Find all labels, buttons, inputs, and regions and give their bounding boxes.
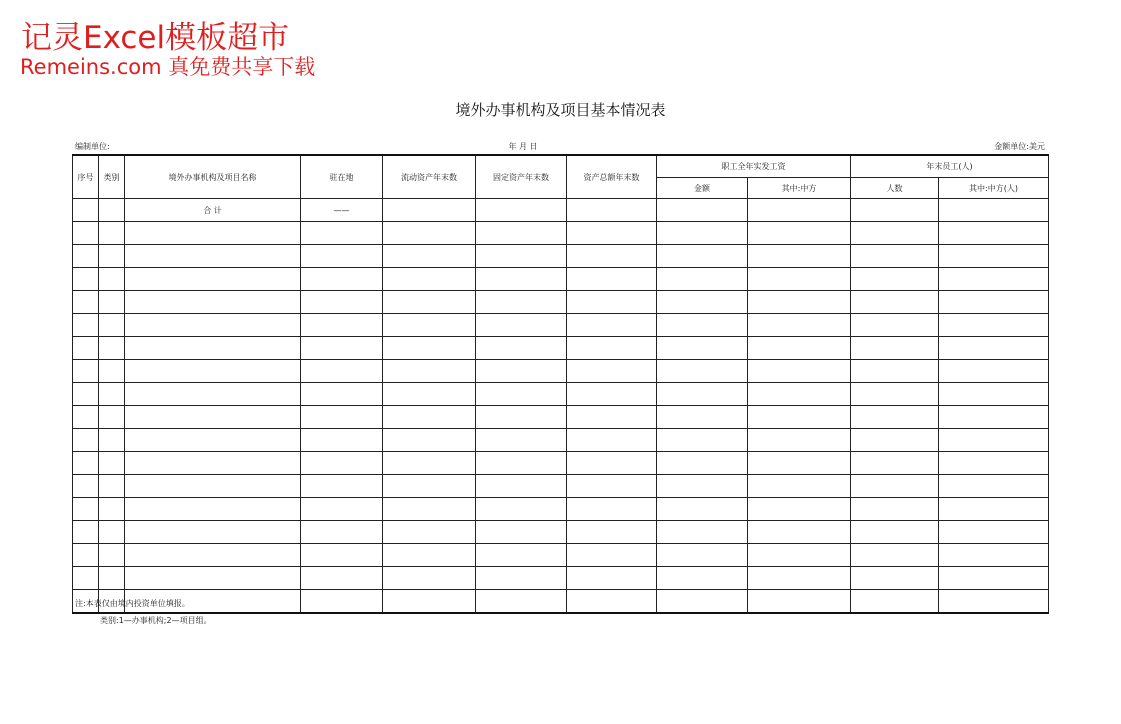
table-cell[interactable] xyxy=(567,337,657,360)
header-wage-china: 其中:中方 xyxy=(748,178,851,199)
table-cell[interactable] xyxy=(748,567,851,590)
table-cell[interactable] xyxy=(657,337,748,360)
table-cell[interactable] xyxy=(851,429,939,452)
table-cell[interactable] xyxy=(657,222,748,245)
table-row xyxy=(73,245,1049,268)
table-cell[interactable] xyxy=(748,199,851,222)
table-cell[interactable] xyxy=(383,429,476,452)
table-cell[interactable] xyxy=(851,268,939,291)
table-cell[interactable] xyxy=(383,291,476,314)
table-cell[interactable] xyxy=(125,268,301,291)
table-row xyxy=(73,429,1049,452)
table-cell[interactable] xyxy=(73,406,99,429)
table-cell[interactable] xyxy=(567,475,657,498)
table-cell[interactable] xyxy=(567,314,657,337)
table-cell[interactable] xyxy=(567,429,657,452)
table-cell[interactable] xyxy=(99,429,125,452)
table-row xyxy=(73,268,1049,291)
table-cell[interactable] xyxy=(748,245,851,268)
table-cell[interactable] xyxy=(73,291,99,314)
table-cell[interactable] xyxy=(73,383,99,406)
table-cell[interactable] xyxy=(567,268,657,291)
table-cell[interactable] xyxy=(748,590,851,614)
table-row xyxy=(73,544,1049,567)
table-cell[interactable] xyxy=(939,590,1049,614)
table-cell[interactable] xyxy=(567,544,657,567)
table-row xyxy=(73,498,1049,521)
watermark-title: 记灵Excel模板超市 xyxy=(21,20,290,56)
table-cell[interactable] xyxy=(301,337,383,360)
table-cell[interactable] xyxy=(125,291,301,314)
table-cell[interactable] xyxy=(567,199,657,222)
table-cell[interactable] xyxy=(939,544,1049,567)
header-fixed-assets: 固定资产年末数 xyxy=(476,155,567,199)
compiling-unit-label: 编制单位: xyxy=(75,142,110,151)
table-cell[interactable] xyxy=(748,314,851,337)
table-cell[interactable] xyxy=(851,567,939,590)
table-cell[interactable] xyxy=(301,452,383,475)
table-cell[interactable] xyxy=(383,222,476,245)
table-cell[interactable] xyxy=(301,222,383,245)
table-cell[interactable] xyxy=(939,291,1049,314)
table-cell[interactable] xyxy=(125,337,301,360)
table-cell[interactable] xyxy=(99,567,125,590)
table-row xyxy=(73,475,1049,498)
table-cell[interactable] xyxy=(939,199,1049,222)
footnote: 注:本表仅由境内投资单位填报。 xyxy=(75,599,190,608)
watermark-subtitle: Remeins.com 真免费共享下载 xyxy=(20,55,316,79)
table-cell[interactable] xyxy=(748,337,851,360)
table-cell[interactable] xyxy=(851,406,939,429)
table-cell[interactable] xyxy=(73,544,99,567)
table-cell[interactable] xyxy=(476,590,567,614)
table-cell[interactable] xyxy=(939,521,1049,544)
table-cell[interactable] xyxy=(657,567,748,590)
table-cell[interactable] xyxy=(73,222,99,245)
table-cell[interactable] xyxy=(125,360,301,383)
table-cell[interactable] xyxy=(73,475,99,498)
table-cell[interactable] xyxy=(99,314,125,337)
header-staff-group: 年末员工(人) xyxy=(851,155,1049,178)
table-cell[interactable] xyxy=(73,360,99,383)
table-cell[interactable] xyxy=(567,590,657,614)
table-cell[interactable] xyxy=(73,245,99,268)
table-cell[interactable] xyxy=(476,314,567,337)
table-cell[interactable] xyxy=(99,268,125,291)
table-cell[interactable] xyxy=(657,360,748,383)
table-cell[interactable] xyxy=(851,521,939,544)
table-cell[interactable] xyxy=(657,498,748,521)
table-cell[interactable] xyxy=(383,521,476,544)
table-cell[interactable] xyxy=(657,452,748,475)
table-row xyxy=(73,222,1049,245)
table-cell[interactable] xyxy=(567,498,657,521)
table-cell[interactable] xyxy=(383,567,476,590)
table-cell[interactable] xyxy=(748,406,851,429)
table-cell[interactable] xyxy=(851,222,939,245)
table-cell[interactable] xyxy=(383,544,476,567)
table-row xyxy=(73,360,1049,383)
table-cell[interactable] xyxy=(383,314,476,337)
table-cell[interactable] xyxy=(748,268,851,291)
table-cell[interactable] xyxy=(383,590,476,614)
table-cell[interactable] xyxy=(476,475,567,498)
table-cell[interactable] xyxy=(657,245,748,268)
amount-unit-label: 金额单位:美元 xyxy=(994,142,1045,151)
table-cell[interactable] xyxy=(567,567,657,590)
table-cell[interactable] xyxy=(476,360,567,383)
table-cell[interactable] xyxy=(301,291,383,314)
table-cell[interactable] xyxy=(748,475,851,498)
table-cell[interactable] xyxy=(748,544,851,567)
table-cell[interactable] xyxy=(476,291,567,314)
table-cell[interactable] xyxy=(476,199,567,222)
table-cell[interactable] xyxy=(125,222,301,245)
table-cell[interactable] xyxy=(73,268,99,291)
header-name: 境外办事机构及项目名称 xyxy=(125,155,301,199)
table-cell[interactable] xyxy=(125,383,301,406)
table-cell[interactable] xyxy=(383,337,476,360)
table-cell[interactable] xyxy=(301,406,383,429)
header-wage-group: 职工全年实发工资 xyxy=(657,155,851,178)
header-location: 驻在地 xyxy=(301,155,383,199)
table-cell[interactable] xyxy=(851,337,939,360)
table-cell[interactable] xyxy=(567,291,657,314)
table-cell[interactable] xyxy=(73,567,99,590)
table-cell[interactable] xyxy=(657,544,748,567)
total-location-dash: —— xyxy=(301,199,383,222)
table-cell[interactable] xyxy=(851,314,939,337)
table-cell[interactable] xyxy=(851,199,939,222)
table-cell[interactable] xyxy=(73,314,99,337)
table-cell[interactable] xyxy=(125,567,301,590)
header-seq: 序号 xyxy=(73,155,99,199)
header-category: 类别 xyxy=(99,155,125,199)
table-cell[interactable] xyxy=(748,383,851,406)
table-cell[interactable] xyxy=(939,383,1049,406)
table-cell[interactable] xyxy=(383,475,476,498)
table-row xyxy=(73,337,1049,360)
table-cell[interactable] xyxy=(99,452,125,475)
table-cell[interactable] xyxy=(476,429,567,452)
total-row xyxy=(73,199,1049,222)
table-cell[interactable] xyxy=(476,452,567,475)
table-cell[interactable] xyxy=(657,406,748,429)
report-date: 年 月 日 xyxy=(508,142,538,151)
table-cell[interactable] xyxy=(125,521,301,544)
table-cell[interactable] xyxy=(939,222,1049,245)
document-title: 境外办事机构及项目基本情况表 xyxy=(455,101,666,119)
table-cell[interactable] xyxy=(99,199,125,222)
table-row xyxy=(73,452,1049,475)
table-cell[interactable] xyxy=(851,245,939,268)
table-cell[interactable] xyxy=(939,475,1049,498)
table-cell[interactable] xyxy=(383,498,476,521)
table-cell[interactable] xyxy=(99,222,125,245)
table-cell[interactable] xyxy=(301,245,383,268)
header-current-assets: 流动资产年末数 xyxy=(383,155,476,199)
table-cell[interactable] xyxy=(567,406,657,429)
table-cell[interactable] xyxy=(851,383,939,406)
table-cell[interactable] xyxy=(99,498,125,521)
table-cell[interactable] xyxy=(748,291,851,314)
table-cell[interactable] xyxy=(657,429,748,452)
table-cell[interactable] xyxy=(125,544,301,567)
table-cell[interactable] xyxy=(125,245,301,268)
table-cell[interactable] xyxy=(748,429,851,452)
table-cell[interactable] xyxy=(301,475,383,498)
table-cell[interactable] xyxy=(99,245,125,268)
table-cell[interactable] xyxy=(301,383,383,406)
table-cell[interactable] xyxy=(567,521,657,544)
table-cell[interactable] xyxy=(125,314,301,337)
table-cell[interactable] xyxy=(851,291,939,314)
table-cell[interactable] xyxy=(657,291,748,314)
table-cell[interactable] xyxy=(125,498,301,521)
table-cell[interactable] xyxy=(851,590,939,614)
table-cell[interactable] xyxy=(476,406,567,429)
table-row xyxy=(73,314,1049,337)
table-cell[interactable] xyxy=(567,245,657,268)
table-cell[interactable] xyxy=(657,475,748,498)
table-row xyxy=(73,567,1049,590)
table-row xyxy=(73,406,1049,429)
table-cell[interactable] xyxy=(657,199,748,222)
table-cell[interactable] xyxy=(301,498,383,521)
table-cell[interactable] xyxy=(567,222,657,245)
table-cell[interactable] xyxy=(73,521,99,544)
table-cell[interactable] xyxy=(939,314,1049,337)
table-cell[interactable] xyxy=(125,406,301,429)
table-row xyxy=(73,521,1049,544)
table-cell[interactable] xyxy=(301,314,383,337)
table-cell[interactable] xyxy=(657,521,748,544)
table-cell[interactable] xyxy=(73,429,99,452)
table-cell[interactable] xyxy=(476,222,567,245)
table-cell[interactable] xyxy=(476,337,567,360)
table-cell[interactable] xyxy=(476,544,567,567)
table-cell[interactable] xyxy=(99,521,125,544)
table-cell[interactable] xyxy=(383,199,476,222)
table-cell[interactable] xyxy=(301,590,383,614)
table-cell[interactable] xyxy=(748,498,851,521)
table-cell[interactable] xyxy=(125,452,301,475)
table-cell[interactable] xyxy=(567,360,657,383)
table-cell[interactable] xyxy=(939,567,1049,590)
table-cell[interactable] xyxy=(939,498,1049,521)
table-cell[interactable] xyxy=(301,521,383,544)
table-cell[interactable] xyxy=(851,544,939,567)
overseas-office-table xyxy=(72,154,1049,614)
table-cell[interactable] xyxy=(383,406,476,429)
table-cell[interactable] xyxy=(476,268,567,291)
table-cell[interactable] xyxy=(476,245,567,268)
table-cell[interactable] xyxy=(851,452,939,475)
table-cell[interactable] xyxy=(939,452,1049,475)
table-cell[interactable] xyxy=(851,360,939,383)
table-cell[interactable] xyxy=(125,429,301,452)
table-cell[interactable] xyxy=(476,521,567,544)
table-cell[interactable] xyxy=(99,383,125,406)
table-cell[interactable] xyxy=(939,429,1049,452)
table-cell[interactable] xyxy=(657,268,748,291)
table-cell[interactable] xyxy=(939,245,1049,268)
table-cell[interactable] xyxy=(73,452,99,475)
table-cell[interactable] xyxy=(73,337,99,360)
table-cell[interactable] xyxy=(73,498,99,521)
table-cell[interactable] xyxy=(939,360,1049,383)
table-row xyxy=(73,291,1049,314)
table-cell[interactable] xyxy=(567,452,657,475)
table-cell[interactable] xyxy=(301,567,383,590)
table-cell[interactable] xyxy=(748,222,851,245)
table-cell[interactable] xyxy=(383,383,476,406)
table-cell[interactable] xyxy=(383,360,476,383)
table-cell[interactable] xyxy=(301,360,383,383)
table-cell[interactable] xyxy=(99,475,125,498)
table-cell[interactable] xyxy=(383,245,476,268)
table-cell[interactable] xyxy=(99,337,125,360)
table-cell[interactable] xyxy=(851,475,939,498)
table-cell[interactable] xyxy=(301,268,383,291)
category-legend-note: 类别:1—办事机构;2—项目组。 xyxy=(100,616,212,625)
table-cell[interactable] xyxy=(939,406,1049,429)
table-cell[interactable] xyxy=(383,452,476,475)
table-cell[interactable] xyxy=(99,360,125,383)
header-total-assets: 资产总额年末数 xyxy=(567,155,657,199)
table-cell[interactable] xyxy=(73,199,99,222)
table-cell[interactable] xyxy=(476,498,567,521)
total-label: 合 计 xyxy=(125,199,301,222)
table-cell[interactable] xyxy=(383,268,476,291)
table-row xyxy=(73,383,1049,406)
table-cell[interactable] xyxy=(939,268,1049,291)
header-staff-count: 人数 xyxy=(851,178,939,199)
header-wage-amount: 金额 xyxy=(657,178,748,199)
table-cell[interactable] xyxy=(851,498,939,521)
table-cell[interactable] xyxy=(99,406,125,429)
table-cell[interactable] xyxy=(657,590,748,614)
table-cell[interactable] xyxy=(939,337,1049,360)
table-cell[interactable] xyxy=(301,429,383,452)
table-cell[interactable] xyxy=(476,567,567,590)
table-cell[interactable] xyxy=(748,452,851,475)
table-cell[interactable] xyxy=(657,383,748,406)
header-staff-china: 其中:中方(人) xyxy=(939,178,1049,199)
table-cell[interactable] xyxy=(476,383,567,406)
table-cell[interactable] xyxy=(301,544,383,567)
table-cell[interactable] xyxy=(567,383,657,406)
table-cell[interactable] xyxy=(748,521,851,544)
table-cell[interactable] xyxy=(748,360,851,383)
table-row xyxy=(73,590,1049,614)
table-cell[interactable] xyxy=(99,544,125,567)
table-cell[interactable] xyxy=(657,314,748,337)
table-cell[interactable] xyxy=(125,475,301,498)
table-cell[interactable] xyxy=(99,291,125,314)
